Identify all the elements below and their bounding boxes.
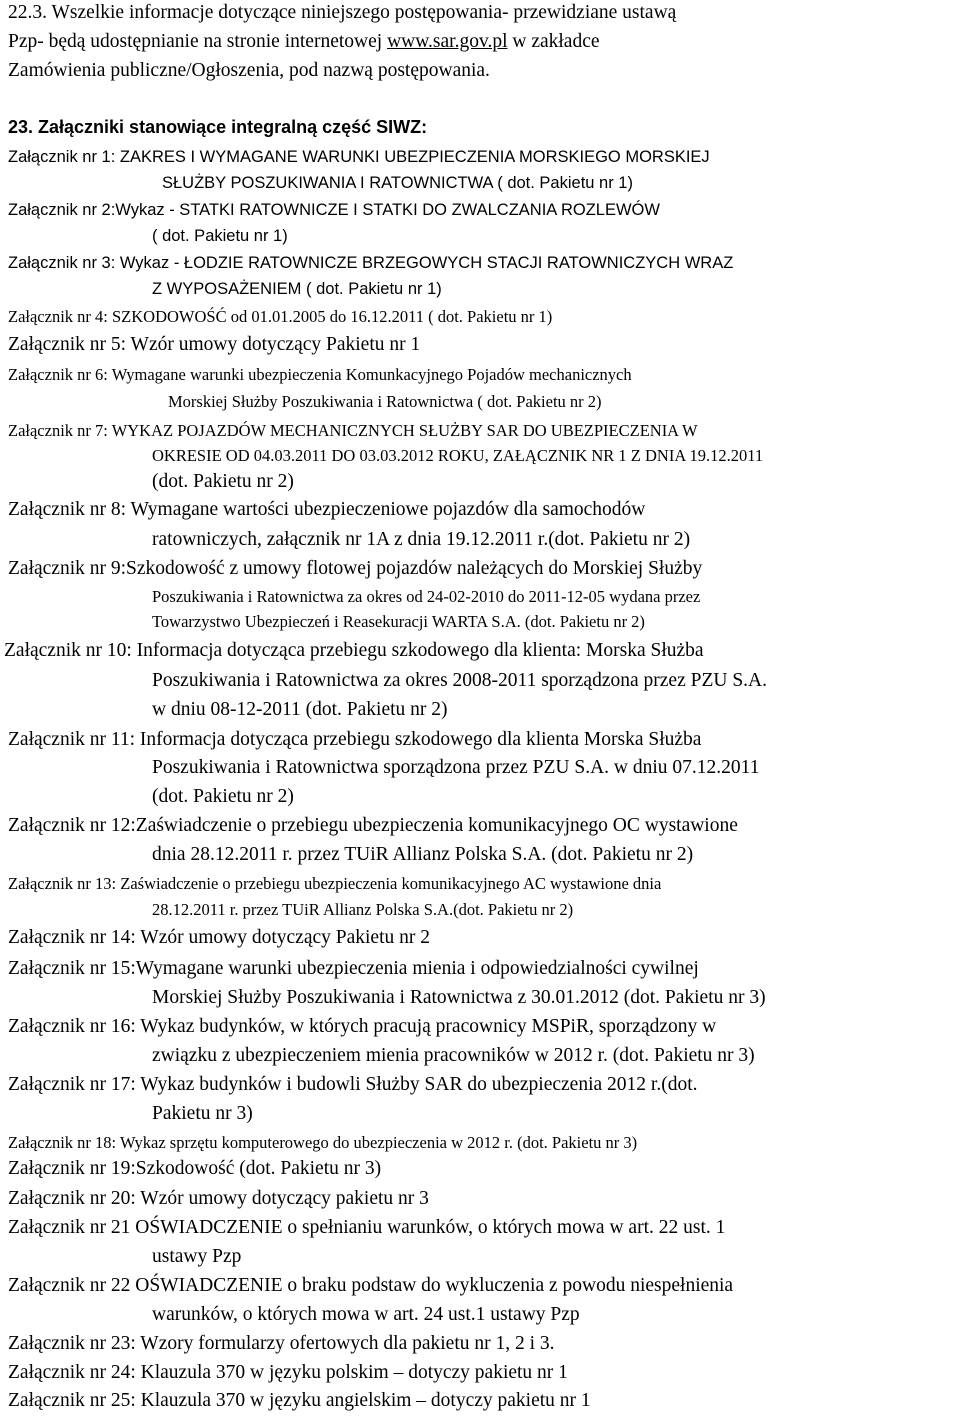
attachment-12-line2: dnia 28.12.2011 r. przez TUiR Allianz Polska S.A. (dot. Pakietu nr 2) (152, 844, 694, 865)
attachment-6-line2: Morskiej Służby Poszukiwania i Ratownictwa ( dot. Pakietu nr 2) (168, 392, 602, 411)
attachment-11-line1: Załącznik nr 11: Informacja dotycząca przebiegu szkodowego dla klienta Morska Służba (8, 729, 702, 750)
attachment-11-line3: (dot. Pakietu nr 2) (152, 786, 294, 807)
section-22-3-line1: 22.3. Wszelkie informacje dotyczące niniejszego postępowania- przewidziane ustawą (8, 2, 677, 23)
attachment-2-line2: ( dot. Pakietu nr 1) (152, 227, 288, 245)
attachment-7-line3: (dot. Pakietu nr 2) (152, 471, 294, 492)
attachment-21-line1: Załącznik nr 21 OŚWIADCZENIE o spełnianiu warunków, o których mowa w art. 22 ust. 1 (8, 1217, 726, 1238)
attachment-10-line1: Załącznik nr 10: Informacja dotycząca przebiegu szkodowego dla klienta: Morska Służba (4, 640, 704, 661)
attachment-22-line2: warunków, o których mowa w art. 24 ust.1 ustawy Pzp (152, 1304, 580, 1325)
attachment-3-line1: Załącznik nr 3: Wykaz - ŁODZIE RATOWNICZE BRZEGOWYCH STACJI RATOWNICZYCH WRAZ (8, 254, 734, 272)
attachment-10-line3: w dniu 08-12-2011 (dot. Pakietu nr 2) (152, 699, 448, 720)
attachment-23: Załącznik nr 23: Wzory formularzy ofertowych dla pakietu nr 1, 2 i 3. (8, 1333, 555, 1354)
attachment-5: Załącznik nr 5: Wzór umowy dotyczący Pakietu nr 1 (8, 334, 421, 355)
attachment-22-line1: Załącznik nr 22 OŚWIADCZENIE o braku podstaw do wykluczenia z powodu niespełnienia (8, 1275, 734, 1296)
attachment-1-line2: SŁUŻBY POSZUKIWANIA I RATOWNICTWA ( dot. Pakietu nr 1) (162, 174, 633, 192)
section-22-3-line3: Zamówienia publiczne/Ogłoszenia, pod nazwą postępowania. (8, 60, 490, 81)
attachment-9-line1: Załącznik nr 9:Szkodowość z umowy flotowej pojazdów należących do Morskiej Służby (8, 558, 703, 579)
attachment-12-line1: Załącznik nr 12:Zaświadczenie o przebiegu ubezpieczenia komunikacyjnego OC wystawione (8, 815, 738, 836)
section-22-3-line2-tail: w zakładce (507, 31, 600, 52)
attachment-2-line1: Załącznik nr 2:Wykaz - STATKI RATOWNICZE I STATKI DO ZWALCZANIA ROZLEWÓW (8, 201, 660, 219)
attachment-24: Załącznik nr 24: Klauzula 370 w języku polskim – dotyczy pakietu nr 1 (8, 1362, 568, 1383)
attachment-7-line1: Załącznik nr 7: WYKAZ POJAZDÓW MECHANICZNYCH SŁUŻBY SAR DO UBEZPIECZENIA W (8, 421, 698, 440)
attachment-9-line2: Poszukiwania i Ratownictwa za okres od 24-02-2010 do 2011-12-05 wydana przez (152, 587, 701, 606)
attachment-25: Załącznik nr 25: Klauzula 370 w języku angielskim – dotyczy pakietu nr 1 (8, 1390, 591, 1411)
section-22-3-line2-text: Pzp- będą udostępnianie na stronie internetowej (8, 31, 388, 52)
attachment-15-line2: Morskiej Służby Poszukiwania i Ratownictwa z 30.01.2012 (dot. Pakietu nr 3) (152, 987, 766, 1008)
attachment-18: Załącznik nr 18: Wykaz sprzętu komputerowego do ubezpieczenia w 2012 r. (dot. Pakietu nr 3) (8, 1133, 638, 1152)
attachment-13-line1: Załącznik nr 13: Zaświadczenie o przebiegu ubezpieczenia komunikacyjnego AC wystawione dnia (8, 874, 662, 893)
attachment-20: Załącznik nr 20: Wzór umowy dotyczący pakietu nr 3 (8, 1188, 429, 1209)
attachment-16-line2: związku z ubezpieczeniem mienia pracowników w 2012 r. (dot. Pakietu nr 3) (152, 1045, 755, 1066)
attachment-6-line1: Załącznik nr 6: Wymagane warunki ubezpieczenia Komunkacyjnego Pojadów mechanicznych (8, 365, 632, 384)
attachment-8-line2: ratowniczych, załącznik nr 1A z dnia 19.12.2011 r.(dot. Pakietu nr 2) (152, 529, 691, 550)
attachment-1-line1: Załącznik nr 1: ZAKRES I WYMAGANE WARUNKI UBEZPIECZENIA MORSKIEGO MORSKIEJ (8, 148, 710, 166)
attachment-17-line2: Pakietu nr 3) (152, 1103, 253, 1124)
attachment-19: Załącznik nr 19:Szkodowość (dot. Pakietu nr 3) (8, 1158, 382, 1179)
attachment-15-line1: Załącznik nr 15:Wymagane warunki ubezpieczenia mienia i odpowiedzialności cywilnej (8, 958, 699, 979)
attachment-4: Załącznik nr 4: SZKODOWOŚĆ od 01.01.2005 do 16.12.2011 ( dot. Pakietu nr 1) (8, 307, 553, 326)
attachment-7-line2: OKRESIE OD 04.03.2011 DO 03.03.2012 ROKU, ZAŁĄCZNIK NR 1 Z DNIA 19.12.2011 (152, 446, 764, 465)
attachment-13-line2: 28.12.2011 r. przez TUiR Allianz Polska S.A.(dot. Pakietu nr 2) (152, 900, 574, 919)
section-22-3-line2 (8, 29, 600, 55)
section-23-heading: 23. Załączniki stanowiące integralną część SIWZ: (8, 117, 428, 137)
attachment-14: Załącznik nr 14: Wzór umowy dotyczący Pakietu nr 2 (8, 927, 431, 948)
sar-website-link[interactable]: www.sar.gov.pl (387, 31, 508, 52)
attachment-9-line3: Towarzystwo Ubezpieczeń i Reasekuracji WARTA S.A. (dot. Pakietu nr 2) (152, 612, 645, 631)
attachment-17-line1: Załącznik nr 17: Wykaz budynków i budowli Służby SAR do ubezpieczenia 2012 r.(dot. (8, 1074, 698, 1095)
attachment-10-line2: Poszukiwania i Ratownictwa za okres 2008-2011 sporządzona przez PZU S.A. (152, 670, 767, 691)
attachment-3-line2: Z WYPOSAŻENIEM ( dot. Pakietu nr 1) (152, 280, 442, 298)
attachment-8-line1: Załącznik nr 8: Wymagane wartości ubezpieczeniowe pojazdów dla samochodów (8, 499, 646, 520)
attachment-16-line1: Załącznik nr 16: Wykaz budynków, w których pracują pracownicy MSPiR, sporządzony w (8, 1016, 717, 1037)
attachment-11-line2: Poszukiwania i Ratownictwa sporządzona przez PZU S.A. w dniu 07.12.2011 (152, 757, 760, 778)
attachment-21-line2: ustawy Pzp (152, 1246, 242, 1267)
